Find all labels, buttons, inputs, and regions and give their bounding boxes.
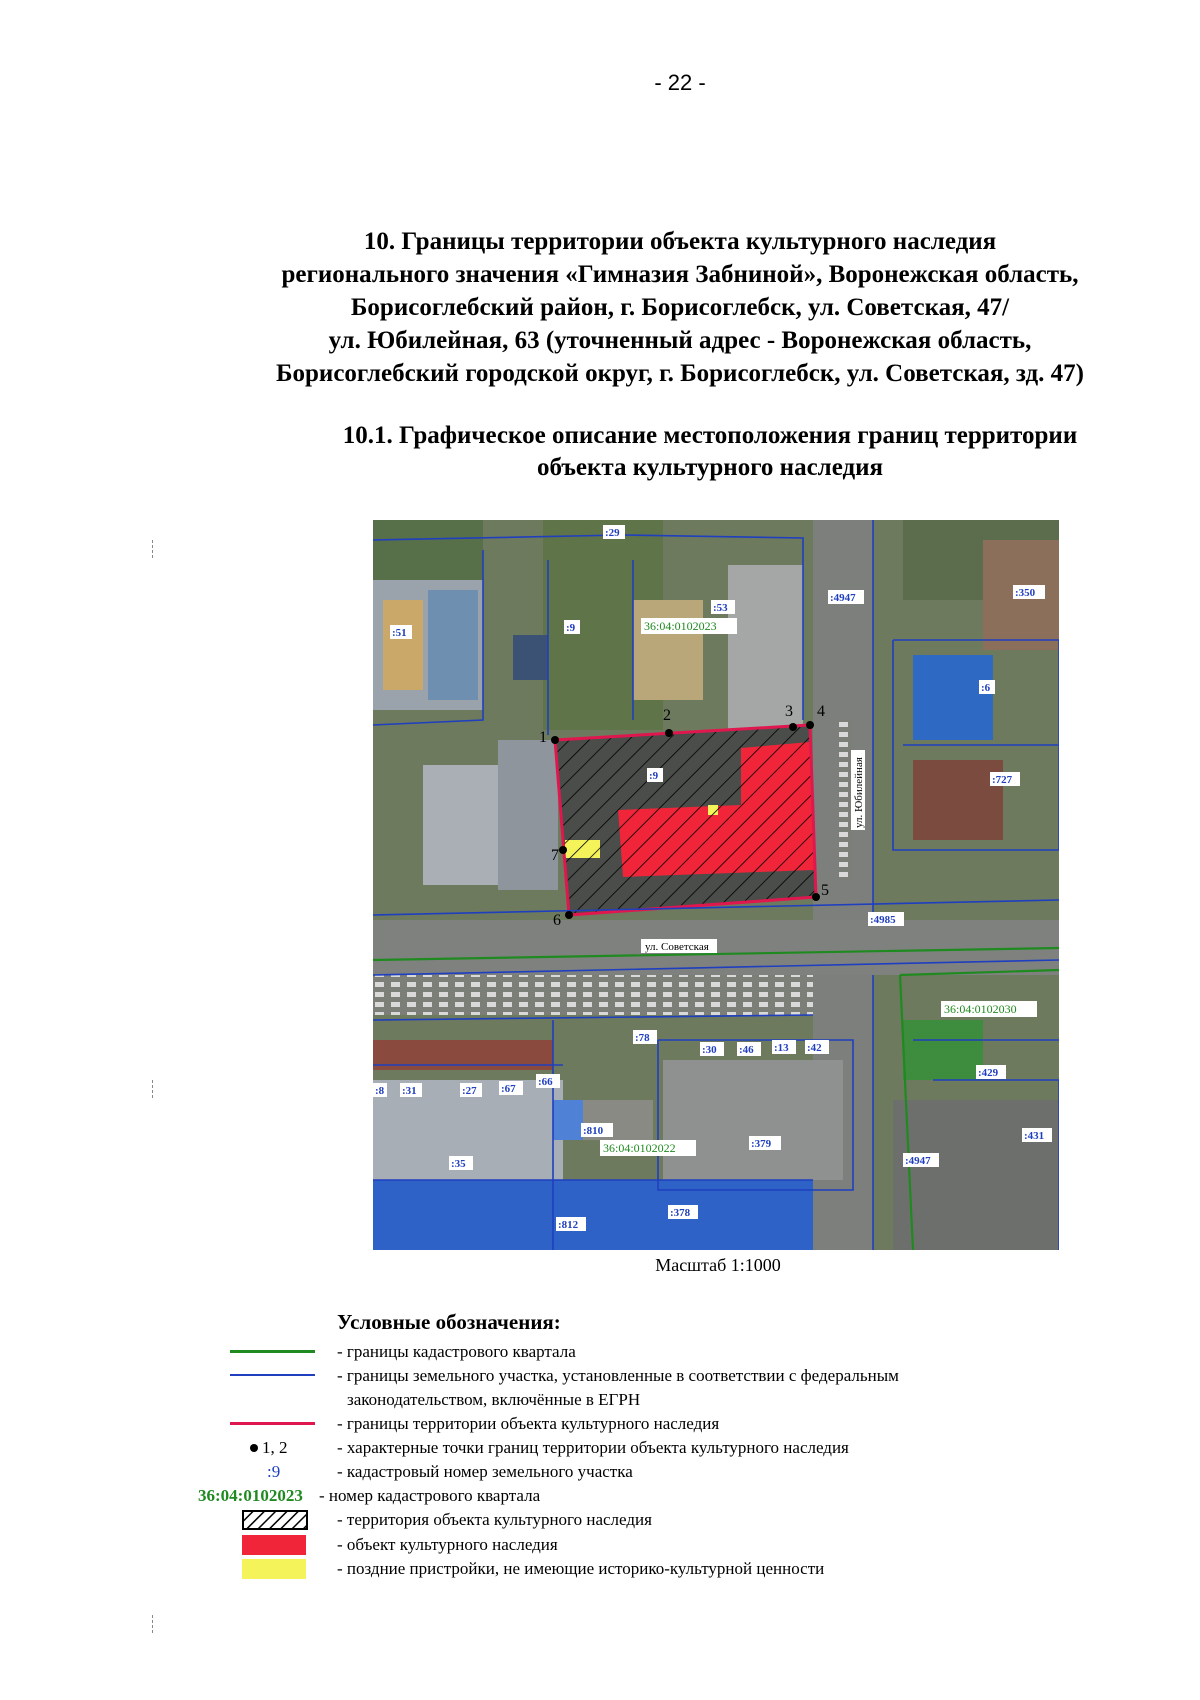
legend-item-heritage-territory	[200, 1508, 1120, 1532]
legend-text: - территория объекта культурного наследия	[337, 1510, 652, 1529]
parcel-label	[737, 1042, 761, 1056]
legend-item-late-annex	[200, 1557, 1120, 1581]
boundary-point	[551, 736, 559, 744]
heritage-territory-hatch	[555, 725, 816, 915]
parcel-label	[536, 1074, 560, 1088]
street-label-yubileynaya: ул. Юбилейная	[853, 757, 865, 828]
svg-text::431: :431	[1024, 1130, 1045, 1142]
parcel-label	[449, 1156, 473, 1170]
svg-text::78: :78	[635, 1032, 650, 1044]
svg-text::13: :13	[774, 1042, 789, 1054]
parcel-label	[868, 912, 904, 926]
title-line: ул. Юбилейная, 63 (уточненный адрес - Воронежская область,	[328, 327, 1032, 354]
svg-text::30: :30	[702, 1044, 717, 1056]
building-blue-roof	[553, 1100, 583, 1140]
point-label: 3	[785, 703, 793, 720]
subsection-title	[280, 420, 1140, 484]
margin-mark	[152, 1080, 154, 1098]
parcel-label	[603, 525, 625, 539]
quarter-label: 36:04:0102022	[603, 1141, 676, 1155]
parcel-label	[390, 625, 412, 639]
title-line: регионального значения «Гимназия Забниной», Воронежская область,	[281, 261, 1079, 288]
parcel-label	[460, 1083, 482, 1097]
map-scale: Масштаб 1:1000	[655, 1255, 781, 1275]
page-number: - 22 -	[654, 70, 706, 95]
tree-area	[373, 520, 483, 590]
legend-text: - поздние пристройки, не имеющие историко-культурной ценности	[337, 1559, 825, 1578]
quarter-symbol-text: 36:04:0102023	[198, 1486, 303, 1505]
hatch-symbol-icon	[242, 1510, 308, 1530]
legend-item-parcel-boundary-cont	[200, 1388, 1120, 1412]
svg-text::27: :27	[462, 1085, 477, 1097]
legend-text: - характерные точки границ территории объекта культурного наследия	[337, 1438, 849, 1457]
title-line: Борисоглебский городской округ, г. Борисоглебск, ул. Советская, зд. 47)	[276, 360, 1084, 387]
parcel-label	[633, 1030, 657, 1044]
svg-text::46: :46	[739, 1044, 754, 1056]
parcel-label	[772, 1040, 796, 1054]
legend-item-heritage-object	[200, 1533, 1120, 1557]
margin-mark	[152, 540, 154, 558]
legend-title: Условные обозначения:	[337, 1310, 561, 1334]
legend-text: - границы территории объекта культурного наследия	[337, 1414, 720, 1433]
svg-text::4947: :4947	[905, 1155, 931, 1167]
parcel-label	[400, 1083, 422, 1097]
yard	[633, 600, 703, 700]
quarter-label: 36:04:0102030	[944, 1002, 1017, 1016]
parcel-label	[1013, 585, 1045, 599]
legend-text: законодательством, включённые в ЕГРН	[347, 1390, 641, 1409]
point-symbol-text: 1, 2	[262, 1438, 288, 1457]
red-fill-symbol	[242, 1535, 306, 1555]
parcel-label	[647, 768, 663, 782]
parcel-label	[828, 590, 864, 604]
boundary-point	[565, 911, 573, 919]
point-label: 1	[539, 729, 547, 746]
svg-text::6: :6	[981, 682, 991, 694]
building-brown-roof	[913, 760, 1003, 840]
market-roofs	[428, 590, 478, 700]
section-title	[200, 225, 1160, 390]
svg-text::8: :8	[375, 1085, 385, 1097]
subtitle-line: объекта культурного наследия	[536, 454, 884, 481]
parking-area	[893, 1100, 1059, 1250]
red-line-symbol	[230, 1422, 315, 1425]
boundary-point	[806, 721, 814, 729]
svg-text::4947: :4947	[830, 592, 856, 604]
map-svg	[373, 520, 1059, 1250]
parcel-symbol-text: :9	[267, 1462, 281, 1481]
svg-text::810: :810	[583, 1125, 604, 1137]
street-label-sovetskaya: ул. Советская	[645, 941, 709, 953]
svg-text::66: :66	[538, 1076, 553, 1088]
boundary-point	[789, 723, 797, 731]
legend-text: - кадастровый номер земельного участка	[337, 1462, 633, 1481]
parcel-label	[711, 600, 735, 614]
point-label: 7	[551, 847, 559, 864]
parcel-label	[499, 1081, 523, 1095]
parked-cars	[838, 720, 852, 880]
parcel-label	[990, 772, 1020, 786]
svg-text::53: :53	[713, 602, 728, 614]
parcel-label	[976, 1065, 1006, 1079]
parcel-label	[979, 680, 995, 694]
svg-text::812: :812	[558, 1219, 579, 1231]
parcel-label	[581, 1123, 613, 1137]
point-label: 5	[821, 882, 829, 899]
legend-text: - границы земельного участка, установленные в соответствии с федеральным	[337, 1366, 899, 1385]
parcel-label	[903, 1153, 939, 1167]
point-symbol-icon	[250, 1444, 258, 1452]
building-roof	[663, 1060, 843, 1180]
market-roofs	[383, 600, 423, 690]
parcel-label	[556, 1217, 586, 1231]
legend-item-quarter-number	[200, 1484, 1120, 1508]
building-blue-roof	[913, 655, 993, 740]
svg-text::4985: :4985	[870, 914, 896, 926]
legend-text: - номер кадастрового квартала	[319, 1486, 541, 1505]
parked-cars	[373, 975, 813, 1015]
parcel-label	[564, 620, 580, 634]
legend-item-parcel-boundary	[200, 1364, 1120, 1388]
boundary-point	[812, 893, 820, 901]
point-label: 2	[663, 707, 671, 724]
parcel-label	[373, 1083, 387, 1097]
point-label: 4	[817, 703, 825, 720]
svg-text::429: :429	[978, 1067, 999, 1079]
legend-item-quarter-boundary	[200, 1340, 1120, 1364]
svg-text::378: :378	[670, 1207, 691, 1219]
building-green-roof	[903, 1020, 983, 1080]
svg-text::29: :29	[605, 527, 620, 539]
parcel-label	[1022, 1128, 1052, 1142]
blue-line-symbol	[230, 1374, 315, 1376]
building-roof	[423, 765, 498, 885]
quarter-label: 36:04:0102023	[644, 619, 717, 633]
parcel-label	[700, 1042, 724, 1056]
point-label: 6	[553, 912, 561, 929]
building-roof	[498, 740, 558, 890]
legend-item-heritage-boundary	[200, 1412, 1120, 1436]
svg-text::379: :379	[751, 1138, 772, 1150]
legend-text: - границы кадастрового квартала	[337, 1342, 576, 1361]
svg-text::9: :9	[566, 622, 576, 634]
parcel-label	[668, 1205, 698, 1219]
legend-item-points	[200, 1436, 1120, 1460]
title-line: Борисоглебский район, г. Борисоглебск, ул. Советская, 47/	[350, 294, 1010, 321]
svg-text::350: :350	[1015, 587, 1036, 599]
svg-text::9: :9	[649, 770, 659, 782]
green-line-symbol	[230, 1350, 315, 1353]
parcel-label	[805, 1040, 829, 1054]
svg-text::51: :51	[392, 627, 407, 639]
svg-text::727: :727	[992, 774, 1013, 786]
boundary-point	[559, 846, 567, 854]
svg-text::42: :42	[807, 1042, 822, 1054]
yellow-fill-symbol	[242, 1559, 306, 1579]
svg-text::35: :35	[451, 1158, 466, 1170]
svg-text::67: :67	[501, 1083, 516, 1095]
parcel-label	[749, 1136, 781, 1150]
legend-item-parcel-number	[200, 1460, 1120, 1484]
margin-mark	[152, 1615, 154, 1633]
subtitle-line: 10.1. Графическое описание местоположения границ территории	[342, 422, 1078, 449]
title-line: 10. Границы территории объекта культурного наследия	[363, 228, 997, 255]
legend-text: - объект культурного наследия	[337, 1535, 558, 1554]
boundary-point	[665, 729, 673, 737]
building-roof	[513, 635, 548, 680]
site-map	[373, 520, 1059, 1250]
svg-text::31: :31	[402, 1085, 417, 1097]
